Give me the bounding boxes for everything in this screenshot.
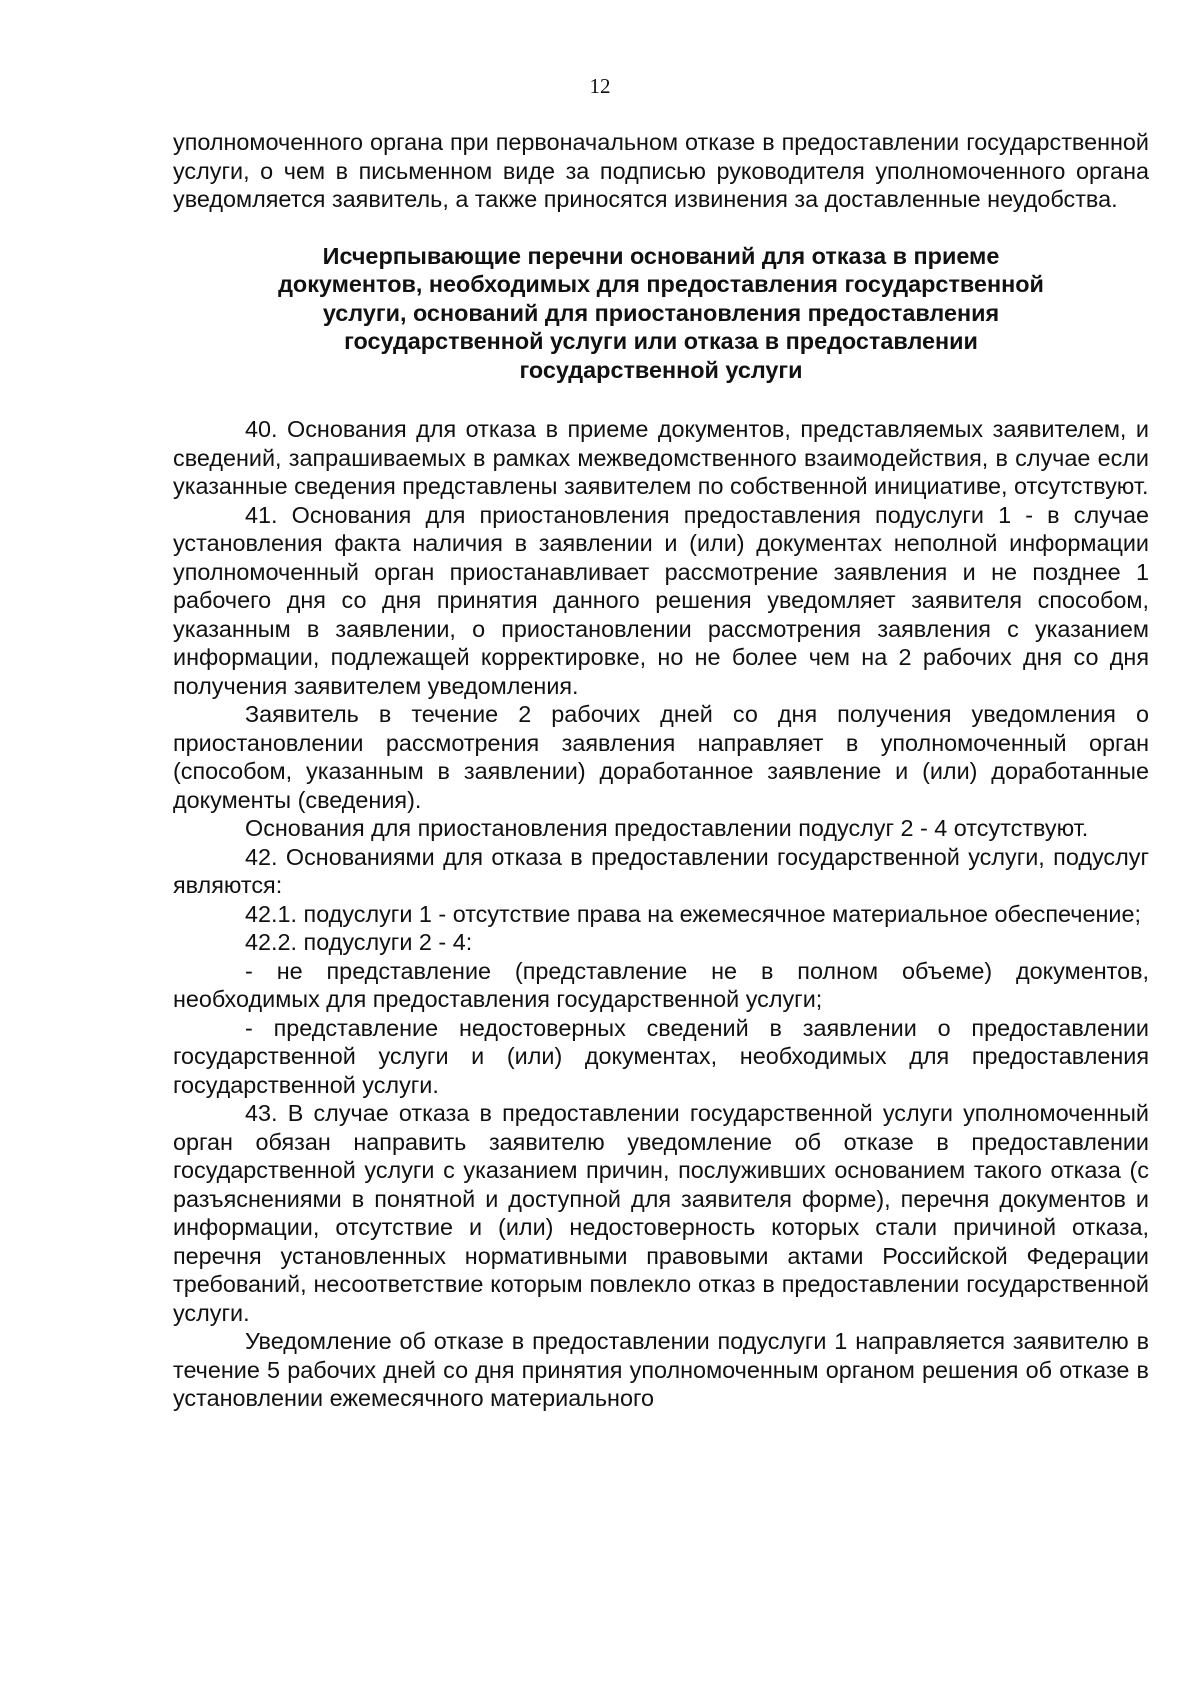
section-heading <box>223 242 1099 385</box>
section-heading-line: Исчерпывающие перечни оснований для отказа в приеме <box>322 242 1000 269</box>
section-heading-line: государственной услуги <box>519 356 803 383</box>
section-heading-line: государственной услуги или отказа в предоставлении <box>344 328 978 354</box>
paragraph-notification: Уведомление об отказе в предоставлении подуслуги 1 направляется заявителю в течение 5 рабочих дней со дня принятия уполномоченным органом решения об отказе в установлении ежемесячного материального <box>173 1328 1149 1411</box>
section-heading-line: документов, необходимых для предоставления государственной <box>278 271 1044 297</box>
page-number: 12 <box>589 74 611 98</box>
paragraph-41-applicant: Заявитель в течение 2 рабочих дней со дня получения уведомления о приостановлении рассмотрения заявления направляет в уполномоченный орган (способом, указанным в заявлении) доработанное заявление и (или) доработанные документы (сведения). <box>173 701 1149 813</box>
intro-paragraph: уполномоченного органа при первоначальном отказе в предоставлении государственной услуги, о чем в письменном виде за подписью руководителя уполномоченного органа уведомляется заявитель, а также приносятся извинения за доставленные неудобства. <box>173 129 1149 212</box>
paragraph-40: 40. Основания для отказа в приеме документов, представляемых заявителем, и сведений, запрашиваемых в рамках межведомственного взаимодействия, в случае если указанные сведения представлены заявителем по собственной инициативе, отсутствуют. <box>173 416 1149 499</box>
paragraph-41: 41. Основания для приостановления предоставления подуслуги 1 - в случае установления факта наличия в заявлении и (или) документах неполной информации уполномоченный орган приостанавливает рассмотрение заявления и не позднее 1 рабочего дня со дня принятия данного решения уведомляет заявителя способом, указанным в заявлении, о приостановлении рассмотрения заявления с указанием информации, подлежащей корректировке, но не более чем на 2 рабочих дня со дня получения заявителем уведомления. <box>173 501 1149 699</box>
list-item-false-info: - представление недостоверных сведений в заявлении о предоставлении государственной услуги и (или) документах, необходимых для предоставления государственной услуги. <box>173 1014 1149 1098</box>
paragraph-42-2: 42.2. подуслуги 2 - 4: <box>245 929 473 955</box>
document-body <box>173 128 1149 1413</box>
paragraph-41-no-grounds: Основания для приостановления предоставлении подуслуг 2 - 4 отсутствуют. <box>245 815 1089 841</box>
paragraph-42: 42. Основаниями для отказа в предоставлении государственной услуги, подуслуг являются: <box>173 843 1149 898</box>
section-heading-line: услуги, оснований для приостановления предоставления <box>322 299 1000 326</box>
paragraph-42-1: 42.1. подуслуги 1 - отсутствие права на ежемесячное материальное обеспечение; <box>245 900 1141 927</box>
paragraph-43: 43. В случае отказа в предоставлении государственной услуги уполномоченный орган обязан направить заявителю уведомление об отказе в предоставлении государственной услуги с указанием причин, послуживших основанием такого отказа (с разъяснениями в понятной и доступной для заявителя форме), перечня документов и информации, отсутствие и (или) недостоверность которых стали причиной отказа, перечня установленных нормативными правовыми актами Российской Федерации требований, несоответствие которым повлекло отказ в предоставлении государственной услуги. <box>173 1100 1149 1326</box>
list-item-not-submitted: - не представление (представление не в полном объеме) документов, необходимых для предоставления государственной услуги; <box>173 957 1149 1012</box>
